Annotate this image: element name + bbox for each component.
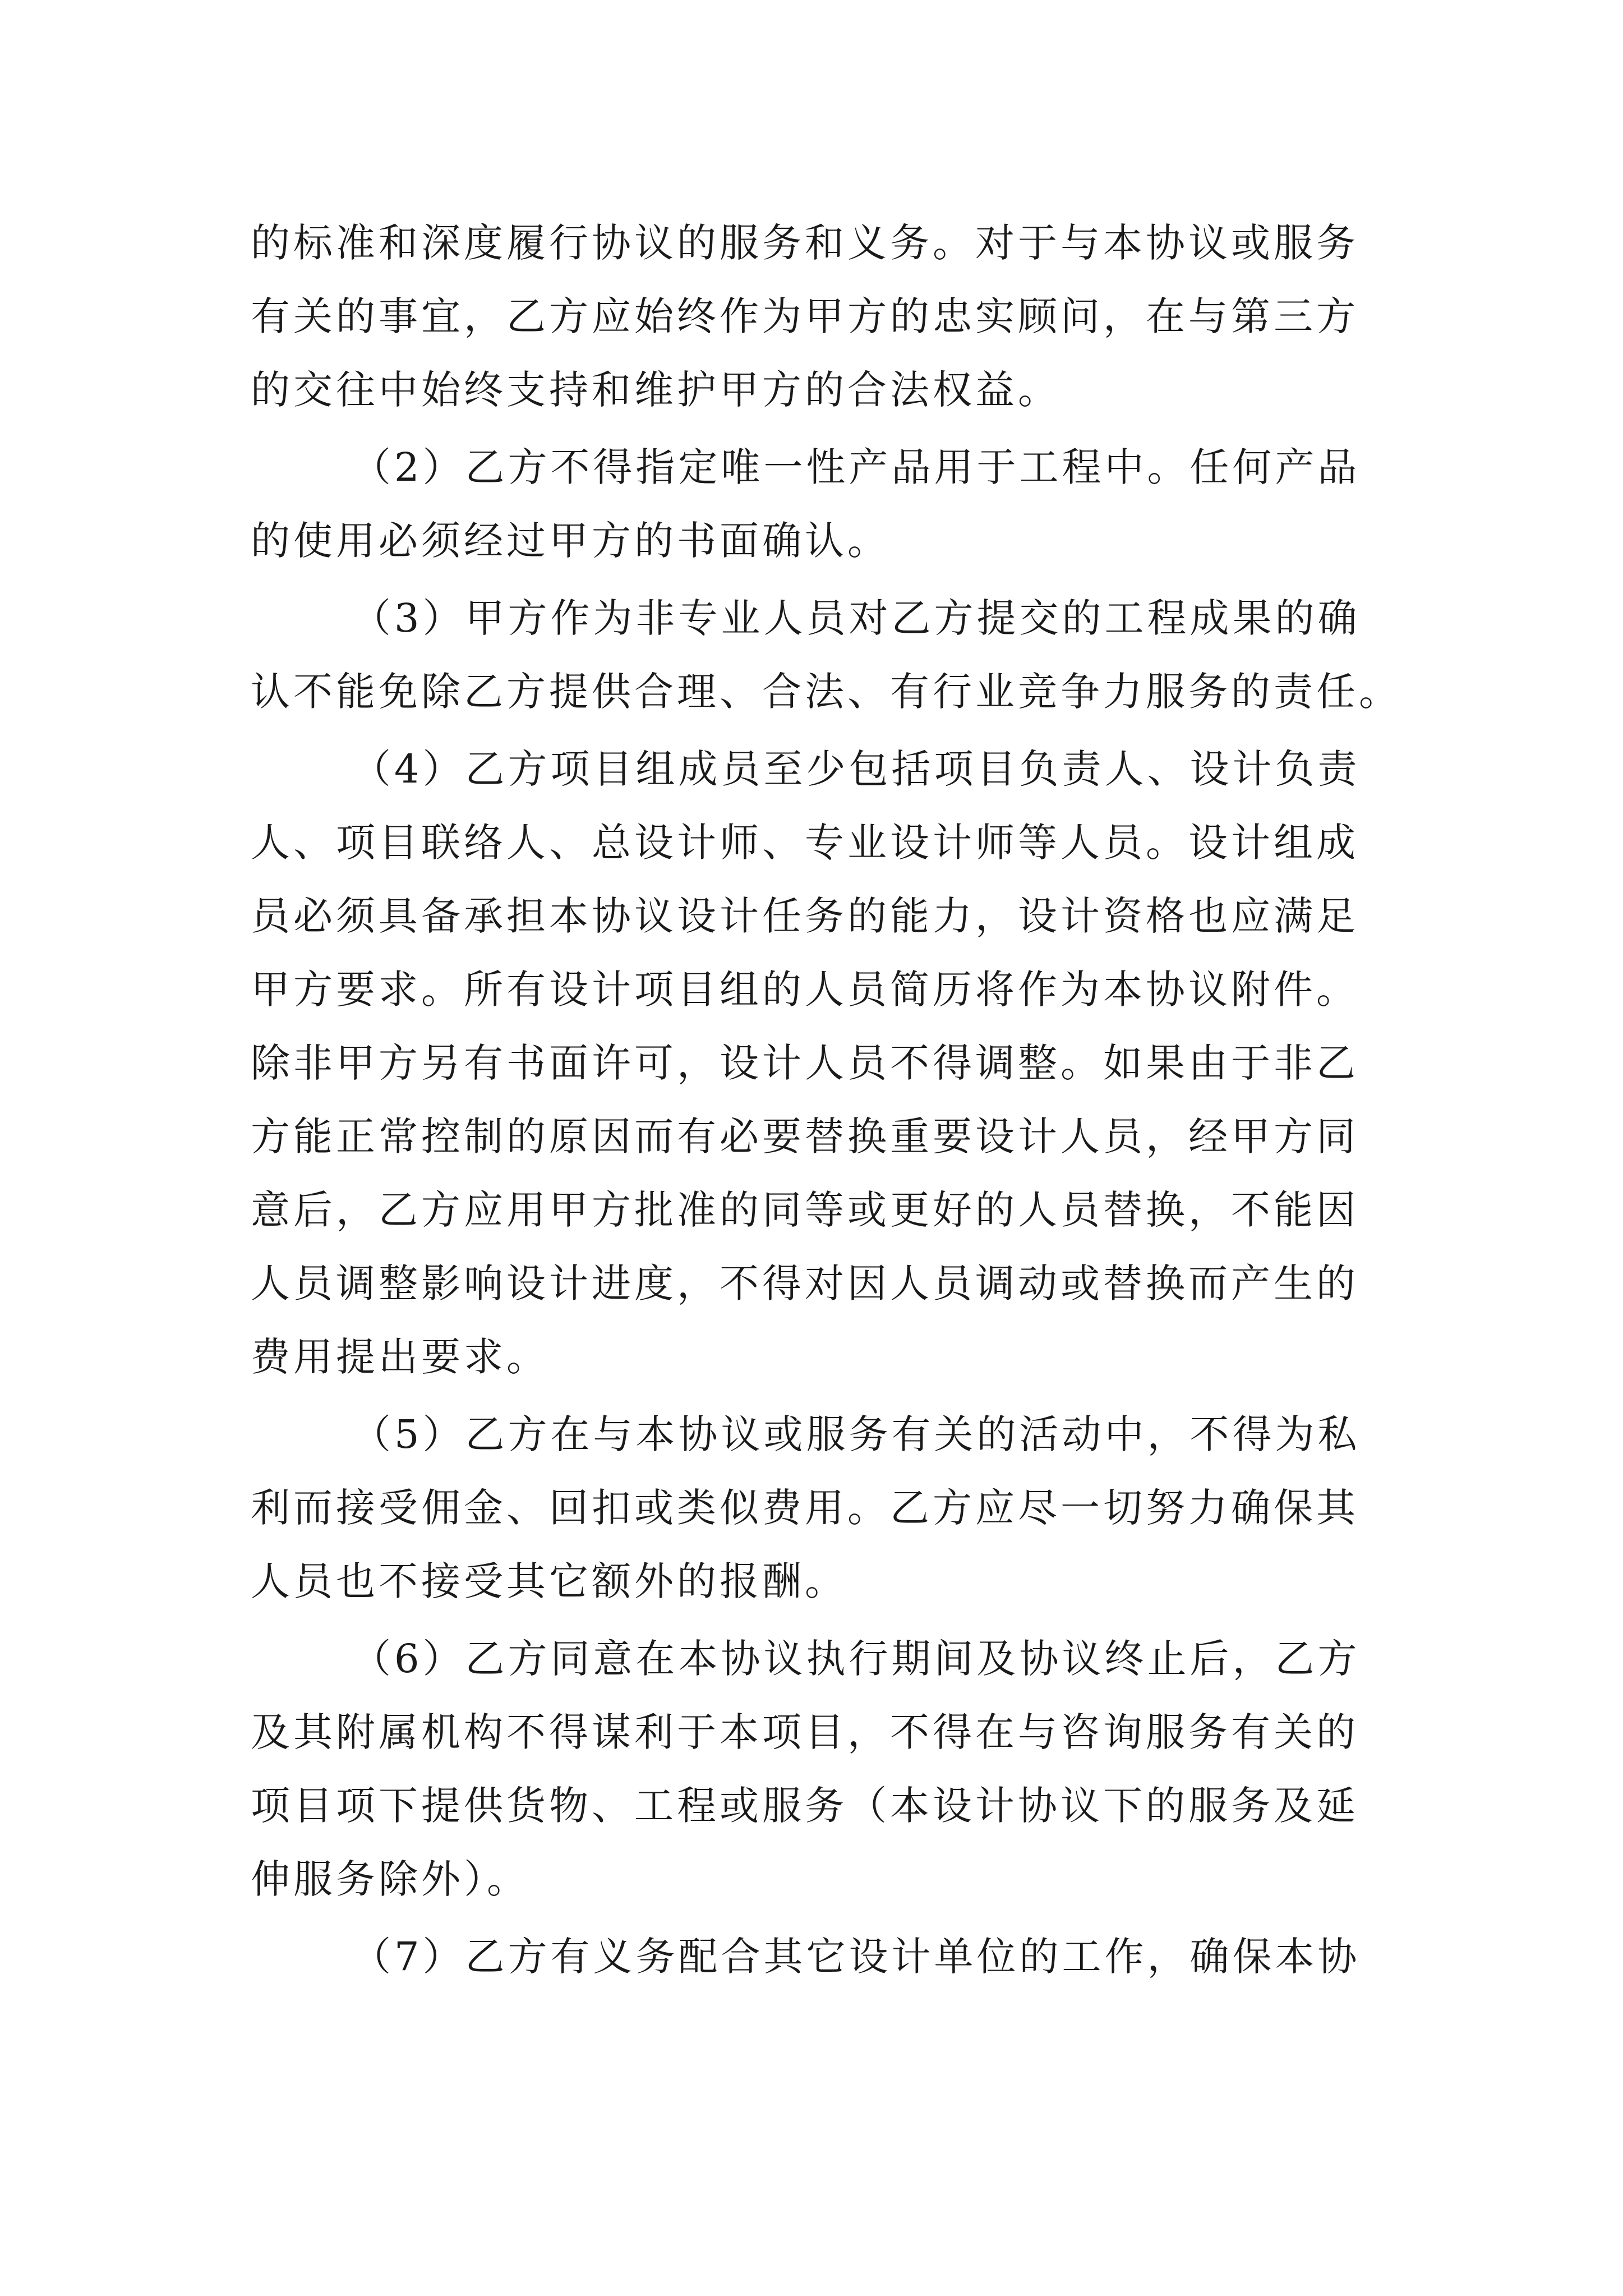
text-line: 的使用必须经过甲方的书面确认。 <box>251 518 890 564</box>
paragraph-5-start: （5）乙方在与本协议或服务有关的活动中，不得为私 <box>352 1411 1361 1457</box>
text-line: 项目项下提供货物、工程或服务（本设计协议下的服务及延 <box>251 1783 1359 1829</box>
text-line: 的交往中始终支持和维护甲方的合法权益。 <box>251 367 1061 413</box>
paragraph-4-start: （4）乙方项目组成员至少包括项目负责人、设计负责 <box>352 746 1361 792</box>
paragraph-7-start: （7）乙方有义务配合其它设计单位的工作，确保本协 <box>352 1934 1361 1980</box>
text-line: 的标准和深度履行协议的服务和义务。对于与本协议或服务 <box>251 220 1359 266</box>
paragraph-6-start: （6）乙方同意在本协议执行期间及协议终止后，乙方 <box>352 1636 1361 1682</box>
text-line: 人员也不接受其它额外的报酬。 <box>251 1558 847 1604</box>
text-line: 意后，乙方应用甲方批准的同等或更好的人员替换，不能因 <box>251 1187 1359 1233</box>
paragraph-3-start: （3）甲方作为非专业人员对乙方提交的工程成果的确 <box>352 595 1361 641</box>
text-line: 除非甲方另有书面许可，设计人员不得调整。如果由于非乙 <box>251 1040 1359 1086</box>
text-line: 伸服务除外）。 <box>251 1856 529 1902</box>
text-line: 员必须具备承担本协议设计任务的能力，设计资格也应满足 <box>251 893 1359 939</box>
document-body <box>251 206 1401 1994</box>
text-line: 人、项目联络人、总设计师、专业设计师等人员。设计组成 <box>251 820 1359 866</box>
text-line: 费用提出要求。 <box>251 1334 549 1380</box>
text-line: 人员调整影响设计进度，不得对因人员调动或替换而产生的 <box>251 1260 1359 1306</box>
text-line: 利而接受佣金、回扣或类似费用。乙方应尽一切努力确保其 <box>251 1485 1359 1531</box>
text-line: 方能正常控制的原因而有必要替换重要设计人员，经甲方同 <box>251 1114 1359 1159</box>
text-line: 认不能免除乙方提供合理、合法、有行业竞争力服务的责任。 <box>251 669 1401 715</box>
text-line: 甲方要求。所有设计项目组的人员简历将作为本协议附件。 <box>251 967 1359 1013</box>
paragraph-2-start: （2）乙方不得指定唯一性产品用于工程中。任何产品 <box>352 444 1361 490</box>
text-line: 及其附属机构不得谋利于本项目，不得在与咨询服务有关的 <box>251 1709 1359 1755</box>
text-line: 有关的事宜，乙方应始终作为甲方的忠实顾问，在与第三方 <box>251 293 1359 339</box>
